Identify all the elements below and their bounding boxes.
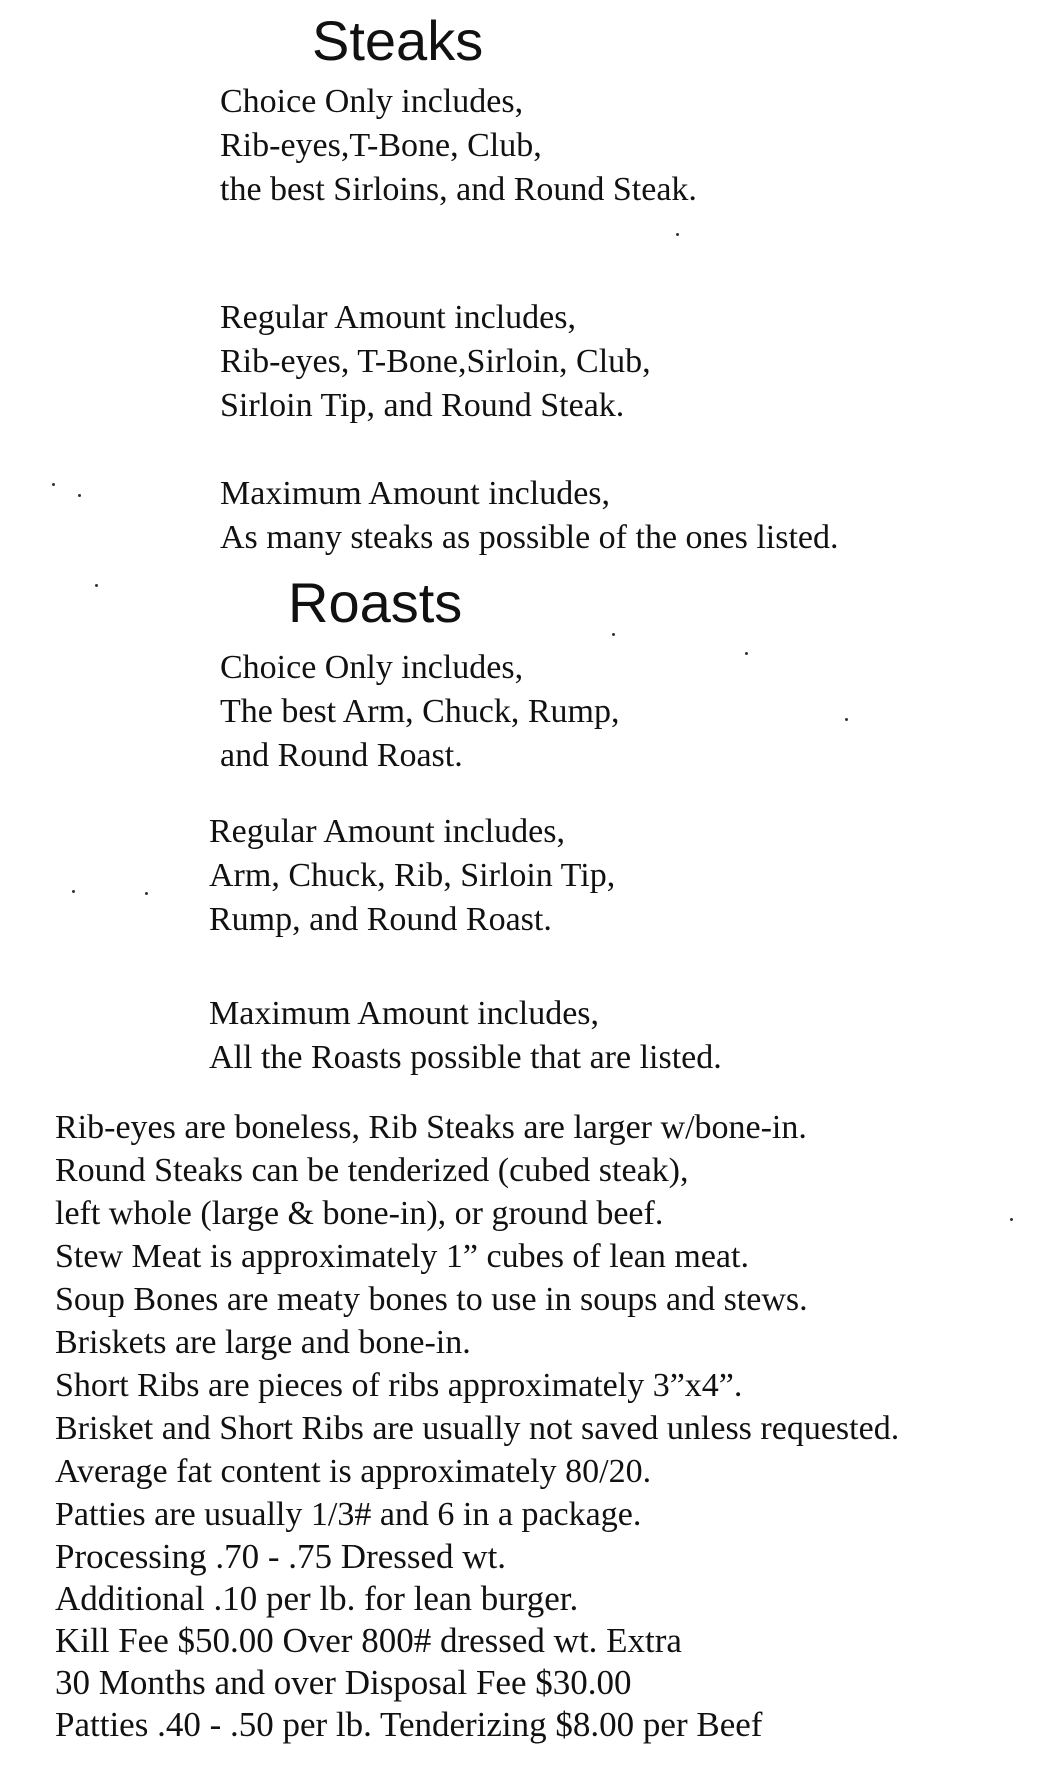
scan-speck bbox=[145, 892, 148, 895]
steaks-heading: Steaks bbox=[312, 9, 484, 72]
roasts-choice-line: and Round Roast. bbox=[220, 737, 463, 774]
scan-speck bbox=[676, 233, 679, 236]
steaks-regular-block bbox=[220, 296, 651, 428]
steaks-maximum-line: As many steaks as possible of the ones listed. bbox=[220, 519, 839, 556]
note-line: left whole (large & bone-in), or ground beef. bbox=[55, 1195, 664, 1232]
note-line: Round Steaks can be tenderized (cubed steak), bbox=[55, 1152, 689, 1189]
fee-line: 30 Months and over Disposal Fee $30.00 bbox=[55, 1663, 632, 1702]
steaks-choice-line: Choice Only includes, bbox=[220, 83, 524, 120]
note-line: Brisket and Short Ribs are usually not saved unless requested. bbox=[55, 1410, 900, 1447]
note-line: Patties are usually 1/3# and 6 in a package. bbox=[55, 1496, 642, 1533]
roasts-regular-line: Rump, and Round Roast. bbox=[209, 901, 552, 938]
roasts-regular-line: Arm, Chuck, Rib, Sirloin Tip, bbox=[209, 857, 616, 894]
steaks-choice-block bbox=[220, 80, 697, 212]
note-line: Stew Meat is approximately 1” cubes of lean meat. bbox=[55, 1238, 749, 1275]
steaks-choice-line: Rib-eyes,T-Bone, Club, bbox=[220, 127, 542, 164]
roasts-choice-line: The best Arm, Chuck, Rump, bbox=[220, 693, 620, 730]
scan-speck bbox=[1010, 1218, 1013, 1221]
scan-speck bbox=[78, 494, 81, 497]
roasts-maximum-block bbox=[209, 992, 722, 1080]
scan-speck bbox=[95, 584, 98, 587]
scan-speck bbox=[72, 890, 75, 893]
note-line: Average fat content is approximately 80/20. bbox=[55, 1453, 652, 1490]
steaks-regular-line: Rib-eyes, T-Bone,Sirloin, Club, bbox=[220, 343, 651, 380]
scan-speck bbox=[52, 483, 55, 486]
notes-list bbox=[55, 1106, 899, 1746]
scan-speck bbox=[845, 718, 848, 721]
fee-line: Patties .40 - .50 per lb. Tenderizing $8.00 per Beef bbox=[55, 1705, 763, 1744]
fee-line: Additional .10 per lb. for lean burger. bbox=[55, 1579, 579, 1618]
roasts-heading: Roasts bbox=[288, 571, 463, 634]
steaks-regular-line: Regular Amount includes, bbox=[220, 299, 577, 336]
steaks-maximum-block bbox=[220, 472, 839, 560]
roasts-choice-block bbox=[220, 646, 619, 778]
scan-speck bbox=[612, 633, 615, 636]
roasts-regular-block bbox=[209, 810, 615, 942]
roasts-maximum-line: All the Roasts possible that are listed. bbox=[209, 1039, 722, 1076]
roasts-maximum-line: Maximum Amount includes, bbox=[209, 995, 600, 1032]
fee-line: Kill Fee $50.00 Over 800# dressed wt. Extra bbox=[55, 1621, 682, 1660]
note-line: Soup Bones are meaty bones to use in soups and stews. bbox=[55, 1281, 808, 1318]
roasts-regular-line: Regular Amount includes, bbox=[209, 813, 566, 850]
steaks-maximum-line: Maximum Amount includes, bbox=[220, 475, 611, 512]
steaks-regular-line: Sirloin Tip, and Round Steak. bbox=[220, 387, 625, 424]
roasts-choice-line: Choice Only includes, bbox=[220, 649, 524, 686]
fee-line: Processing .70 - .75 Dressed wt. bbox=[55, 1537, 507, 1576]
steaks-choice-line: the best Sirloins, and Round Steak. bbox=[220, 171, 697, 208]
note-line: Rib-eyes are boneless, Rib Steaks are larger w/bone-in. bbox=[55, 1109, 807, 1146]
scan-speck bbox=[745, 652, 748, 655]
note-line: Briskets are large and bone-in. bbox=[55, 1324, 471, 1361]
note-line: Short Ribs are pieces of ribs approximately 3”x4”. bbox=[55, 1367, 743, 1404]
